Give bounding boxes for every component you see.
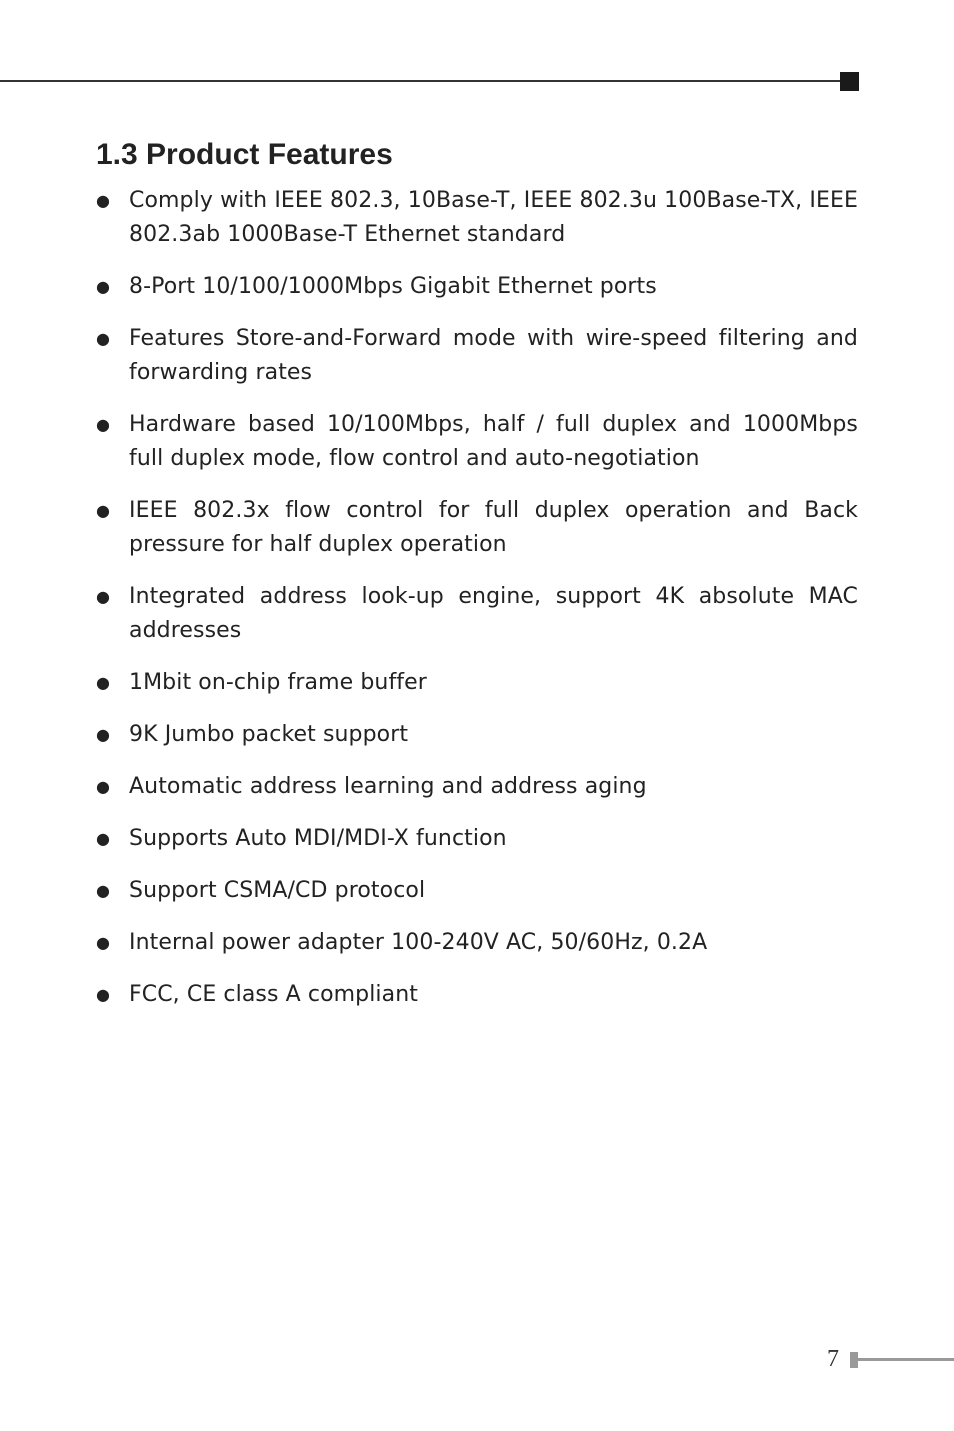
list-item <box>96 926 858 960</box>
feature-text: IEEE 802.3x flow control for full duplex operation and Back pressure for half duplex operation <box>129 498 858 557</box>
list-item <box>96 322 858 390</box>
list-item <box>96 978 858 1012</box>
feature-text: Internal power adapter 100-240V AC, 50/60Hz, 0.2A <box>129 930 708 955</box>
feature-text: Supports Auto MDI/MDI-X function <box>129 826 507 851</box>
feature-text: Comply with IEEE 802.3, 10Base-T, IEEE 802.3u 100Base-TX, IEEE 802.3ab 1000Base-T Ethernet standard <box>129 188 858 247</box>
header-rule <box>0 80 846 82</box>
feature-text: Support CSMA/CD protocol <box>129 878 426 903</box>
bullet-icon: ● <box>96 587 111 606</box>
bullet-icon: ● <box>96 985 111 1004</box>
footer-rule <box>858 1358 954 1361</box>
bullet-icon: ● <box>96 777 111 796</box>
bullet-icon: ● <box>96 329 111 348</box>
feature-text: 1Mbit on-chip frame buffer <box>129 670 427 695</box>
list-item <box>96 770 858 804</box>
feature-text: 9K Jumbo packet support <box>129 722 409 747</box>
feature-text: Features Store-and-Forward mode with wire-speed filtering and forwarding rates <box>129 326 858 385</box>
bullet-icon: ● <box>96 191 111 210</box>
feature-text: FCC, CE class A compliant <box>129 982 418 1007</box>
list-item <box>96 666 858 700</box>
bullet-icon: ● <box>96 725 111 744</box>
list-item <box>96 408 858 476</box>
footer-marker <box>850 1352 858 1368</box>
list-item <box>96 822 858 856</box>
bullet-icon: ● <box>96 415 111 434</box>
bullet-icon: ● <box>96 501 111 520</box>
list-item <box>96 718 858 752</box>
bullet-icon: ● <box>96 933 111 952</box>
bullet-icon: ● <box>96 277 111 296</box>
list-item <box>96 580 858 648</box>
section-title: 1.3 Product Features <box>96 138 393 171</box>
header-marker <box>840 72 859 91</box>
list-item <box>96 184 858 252</box>
feature-list <box>96 184 858 1030</box>
feature-text: Automatic address learning and address aging <box>129 774 647 799</box>
list-item <box>96 874 858 908</box>
feature-text: Integrated address look-up engine, support 4K absolute MAC addresses <box>129 584 858 643</box>
page-number: 7 <box>827 1346 839 1372</box>
bullet-icon: ● <box>96 829 111 848</box>
bullet-icon: ● <box>96 673 111 692</box>
bullet-icon: ● <box>96 881 111 900</box>
list-item <box>96 270 858 304</box>
feature-text: Hardware based 10/100Mbps, half / full duplex and 1000Mbps full duplex mode, flow control and auto-negotiation <box>129 412 858 471</box>
feature-text: 8-Port 10/100/1000Mbps Gigabit Ethernet ports <box>129 274 657 299</box>
list-item <box>96 494 858 562</box>
